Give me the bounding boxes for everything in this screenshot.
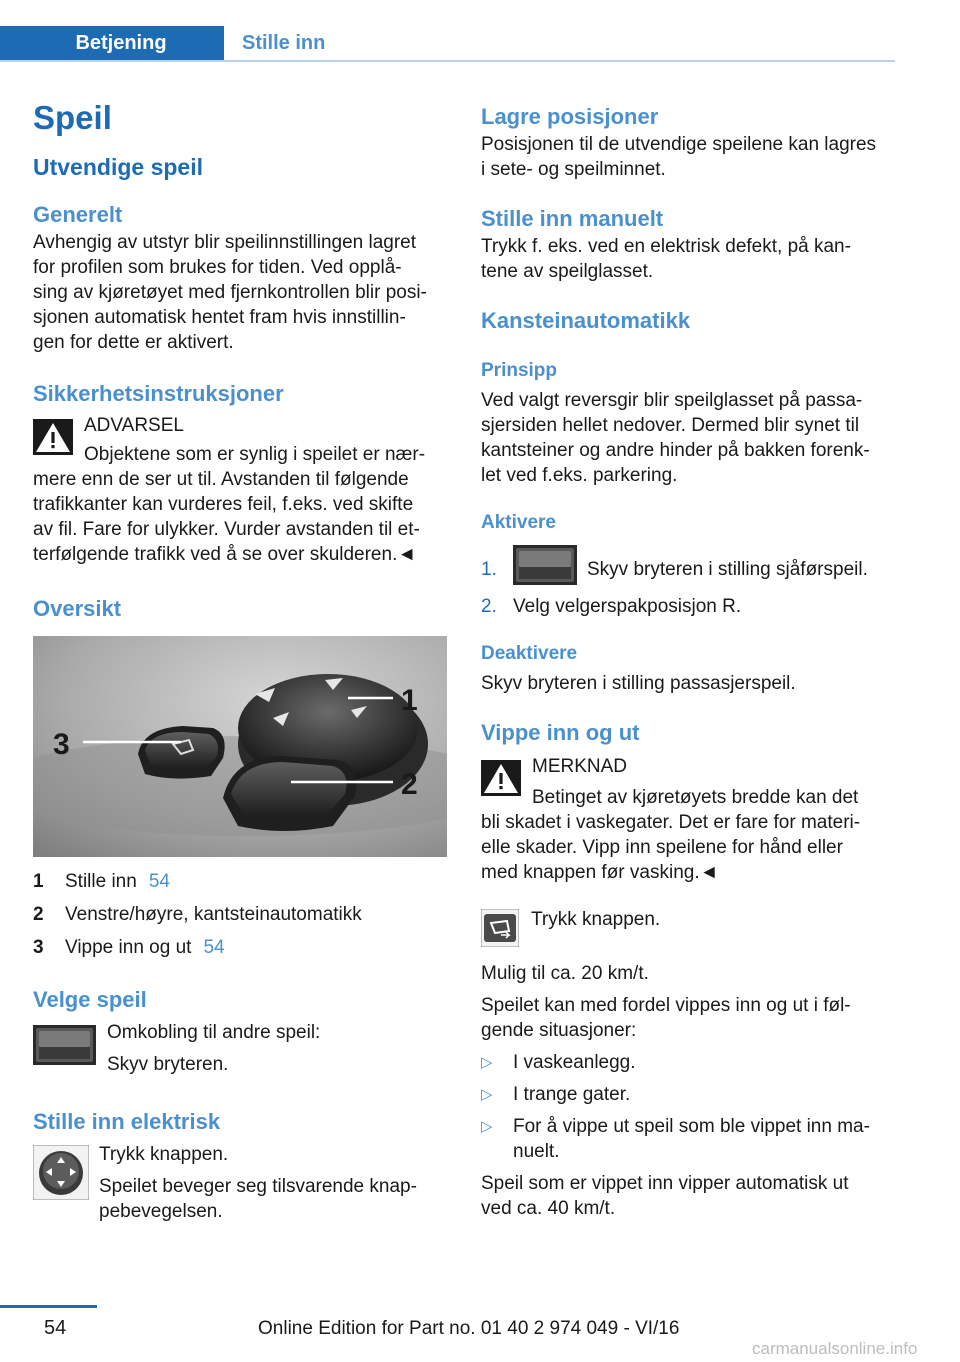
fold-button-row: [481, 907, 897, 951]
step-number: 1.: [481, 558, 497, 580]
tab-betjening-label: Betjening: [75, 32, 167, 54]
notice-label: MERKNAD: [532, 756, 628, 777]
callout-1: 1: [401, 684, 418, 717]
situations-line-2: gende situasjoner:: [481, 1020, 637, 1041]
edition-text: Online Edition for Part no. 01 40 2 974 049 - VI/16: [258, 1318, 680, 1339]
heading-kansteinautomatikk: Kansteinautomatikk: [481, 308, 691, 333]
legend-num: 1: [33, 871, 44, 892]
page-title: Speil: [33, 99, 112, 136]
situations-line-1: Speilet kan med fordel vippes inn og ut i føl-: [481, 995, 851, 1016]
prinsipp-line-3: kantsteiner og andre hinder på bakken forenk-: [481, 440, 870, 461]
elektrisk-line-3: pebevegelsen.: [99, 1201, 223, 1222]
notice-line-3: elle skader. Vipp inn speilene for hånd eller: [481, 837, 843, 858]
tab-stille-inn[interactable]: Stille inn: [242, 32, 326, 54]
lagre-line-1: Posisjonen til de utvendige speilene kan lagres: [481, 134, 877, 155]
heading-generelt: Generelt: [33, 202, 123, 227]
deaktivere-text: Skyv bryteren i stilling passasjerspeil.: [481, 673, 796, 694]
mirror-fold-button-icon: [481, 909, 519, 947]
heading-velge-speil: Velge speil: [33, 987, 147, 1012]
step-number: 2.: [481, 596, 497, 617]
manuelt-line-1: Trykk f. eks. ved en elektrisk defekt, på kan-: [481, 236, 851, 257]
bullet-triangle-icon: ▷: [481, 1086, 493, 1103]
notice-line-2: bli skadet i vaskegater. Det er fare for materi-: [481, 812, 861, 833]
step-text: Skyv bryteren i stilling sjåførspeil.: [587, 558, 868, 580]
step-text: Velg velgerspakposisjon R.: [513, 596, 742, 617]
left-column: [33, 96, 451, 1224]
speed-limit-text: Mulig til ca. 20 km/t.: [481, 963, 649, 984]
legend-item: [33, 898, 447, 931]
legend-list: [33, 865, 447, 964]
heading-vippe-inn-og-ut: Vippe inn og ut: [481, 720, 640, 745]
right-column: [481, 96, 897, 1221]
list-item-text: nuelt.: [513, 1141, 560, 1162]
list-item: [481, 1050, 897, 1082]
elektrisk-line-1: Trykk knappen.: [99, 1144, 229, 1165]
situations-list: [481, 1050, 897, 1164]
list-item: [481, 1082, 897, 1114]
velge-line-2: Skyv bryteren.: [107, 1054, 229, 1075]
warning-line-1: Objektene som er synlig i speilet er nær-: [84, 444, 426, 465]
heading-sikkerhet: Sikkerhetsinstruksjoner: [33, 381, 284, 406]
page-reference-link[interactable]: 54: [203, 937, 225, 958]
legend-item: [33, 931, 447, 964]
legend-num: 3: [33, 937, 44, 958]
heading-prinsipp: Prinsipp: [481, 360, 558, 381]
heading-lagre-posisjoner: Lagre posisjoner: [481, 104, 659, 129]
velge-line-1: Omkobling til andre speil:: [107, 1022, 321, 1043]
prinsipp-line-1: Ved valgt reversgir blir speilglasset på passa-: [481, 390, 863, 411]
warning-triangle-icon: [33, 419, 73, 455]
legend-text: Stille inn: [65, 871, 137, 892]
aktivere-steps: [481, 546, 897, 619]
heading-aktivere: Aktivere: [481, 512, 556, 533]
warning-line-2: mere enn de ser ut til. Avstanden til følgende: [33, 469, 409, 490]
notice-block: [481, 754, 897, 885]
heading-deaktivere: Deaktivere: [481, 643, 578, 664]
list-item: [481, 1114, 897, 1164]
press-button-text: Trykk knappen.: [531, 909, 661, 930]
generelt-line-3: sing av kjøretøyet med fjernkontrollen blir posi-: [33, 282, 427, 303]
warning-line-3: trafikkanter kan vurderes feil, f.eks. ved skifte: [33, 494, 414, 515]
mirror-adjust-button-icon: [33, 1145, 89, 1200]
manuelt-line-2: tene av speilglasset.: [481, 261, 654, 282]
notice-line-4: med knappen før vasking.◄: [481, 862, 719, 883]
prinsipp-line-2: sjersiden hellet nedover. Dermed blir synet til: [481, 415, 860, 436]
generelt-line-1: Avhengig av utstyr blir speilinnstillingen lagret: [33, 232, 417, 253]
mirror-selector-switch-icon: [513, 545, 577, 585]
warning-block: [33, 413, 451, 567]
elektrisk-line-2: Speilet beveger seg tilsvarende knap-: [99, 1176, 417, 1197]
bullet-triangle-icon: ▷: [481, 1054, 493, 1071]
elektrisk-block: [33, 1142, 451, 1224]
list-item-text: I trange gater.: [513, 1084, 631, 1105]
generelt-line-2: for profilen som brukes for tiden. Ved opplå-: [33, 257, 402, 278]
notice-line-1: Betinget av kjøretøyets bredde kan det: [532, 787, 859, 808]
bullet-triangle-icon: ▷: [481, 1118, 493, 1135]
warning-label: ADVARSEL: [84, 415, 184, 436]
warning-line-4: av fil. Fare for ulykker. Vurder avstanden til et-: [33, 519, 420, 540]
step-item: [481, 594, 897, 619]
heading-oversikt: Oversikt: [33, 596, 122, 621]
auto-line-2: ved ca. 40 km/t.: [481, 1198, 616, 1219]
legend-num: 2: [33, 904, 44, 925]
legend-text: Vippe inn og ut: [65, 937, 192, 958]
watermark-text: carmanualsonline.info: [752, 1339, 918, 1358]
step-item: [481, 546, 897, 592]
page-number: 54: [44, 1317, 67, 1339]
header-tabbar: [0, 26, 895, 62]
generelt-line-4: sjonen automatisk hentet fram hvis innstillin-: [33, 307, 406, 328]
page-reference-link[interactable]: 54: [148, 871, 170, 892]
prinsipp-line-4: let ved f.eks. parkering.: [481, 465, 678, 486]
list-item-text: I vaskeanlegg.: [513, 1052, 636, 1073]
legend-text: Venstre/høyre, kantsteinautomatikk: [65, 904, 362, 925]
callout-3: 3: [53, 728, 70, 761]
warning-triangle-icon: [481, 760, 521, 796]
heading-stille-inn-manuelt: Stille inn manuelt: [481, 206, 664, 231]
tab-betjening[interactable]: [0, 26, 224, 62]
footer-rule: [0, 1305, 97, 1308]
auto-line-1: Speil som er vippet inn vipper automatisk ut: [481, 1173, 849, 1194]
legend-item: [33, 865, 447, 898]
warning-line-5: terfølgende trafikk ved å se over skulderen.◄: [33, 544, 417, 565]
callout-2: 2: [401, 768, 418, 801]
lagre-line-2: i sete- og speilminnet.: [481, 159, 666, 180]
generelt-line-5: gen for dette er aktivert.: [33, 332, 234, 353]
mirror-switch-photo: [33, 636, 447, 857]
header-rule: [0, 60, 895, 62]
velge-speil-block: [33, 1020, 451, 1077]
list-item-text: For å vippe ut speil som ble vippet inn ma-: [513, 1116, 870, 1137]
section-title-utvendige-speil: Utvendige speil: [33, 154, 203, 180]
heading-stille-inn-elektrisk: Stille inn elektrisk: [33, 1109, 221, 1134]
mirror-selector-switch-icon: [33, 1025, 96, 1065]
